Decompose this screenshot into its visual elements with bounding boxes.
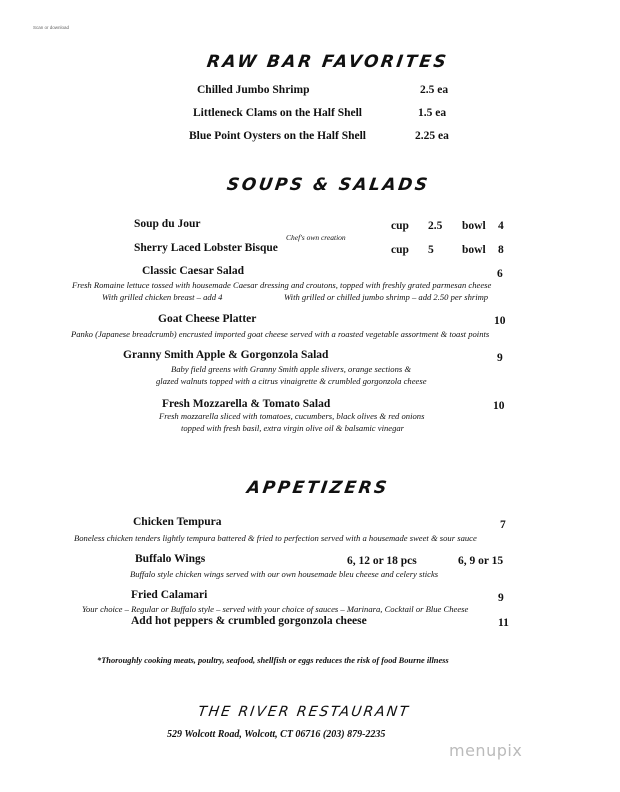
soup-bowl-label: bowl [462,220,486,232]
caesar-desc: Fresh Romaine lettuce tossed with housemade Caesar dressing and croutons, topped with freshly grated parmesan cheese [72,280,492,290]
soup-cup-price: 2.5 [428,220,443,232]
raw-bar-item-name: Littleneck Clams on the Half Shell [193,107,362,119]
menupix-watermark: menupix [449,741,523,760]
appetizers-heading: APPETIZERS [245,478,391,498]
bisque-cup-label: cup [391,244,409,256]
bisque-bowl-price: 8 [498,244,504,256]
goat-price: 10 [494,315,506,327]
granny-name: Granny Smith Apple & Gorgonzola Salad [123,349,329,361]
restaurant-address: 529 Wolcott Road, Wolcott, CT 06716 (203) 879-2235 [167,729,386,740]
raw-bar-item-price: 2.25 ea [415,130,449,142]
raw-bar-item-price: 2.5 ea [420,84,449,96]
disclaimer: *Thoroughly cooking meats, poultry, seafood, shellfish or eggs reduces the risk of food Bourne illness [97,656,449,665]
caesar-desc: With grilled or chilled jumbo shrimp – add 2.50 per shrimp [284,292,489,302]
granny-price: 9 [497,352,503,364]
caesar-desc: With grilled chicken breast – add 4 [102,292,223,302]
mozz-name: Fresh Mozzarella & Tomato Salad [162,398,331,410]
raw-bar-item-price: 1.5 ea [418,107,447,119]
granny-desc: glazed walnuts topped with a citrus vinaigrette & crumbled gorgonzola cheese [156,376,427,386]
mozz-desc: Fresh mozzarella sliced with tomatoes, cucumbers, black olives & red onions [159,411,425,421]
chefs-note: Chef's own creation [286,233,346,242]
soups-salads-heading: SOUPS & SALADS [225,175,432,195]
wings-pcs: 6, 12 or 18 pcs [347,555,417,567]
restaurant-name: THE RIVER RESTAURANT [196,704,411,720]
addon-price: 11 [498,617,509,629]
addon-name: Add hot peppers & crumbled gorgonzola cheese [131,615,367,627]
wings-name: Buffalo Wings [135,553,206,565]
raw-bar-item-name: Blue Point Oysters on the Half Shell [189,130,366,142]
goat-name: Goat Cheese Platter [158,313,257,325]
bisque-name: Sherry Laced Lobster Bisque [134,242,278,254]
caesar-price: 6 [497,268,503,280]
granny-desc: Baby field greens with Granny Smith apple slivers, orange sections & [171,364,412,374]
mozz-desc: topped with fresh basil, extra virgin olive oil & balsamic vinegar [181,423,405,433]
mozz-price: 10 [493,400,505,412]
soup-bowl-price: 4 [498,220,504,232]
soup-cup-label: cup [391,220,409,232]
calamari-desc: Your choice – Regular or Buffalo style – served with your choice of sauces – Marinara, Cocktail or Blue Cheese [82,604,469,614]
wings-desc: Buffalo style chicken wings served with our own housemade bleu cheese and celery sticks [130,569,439,579]
top-note: Scan or download [33,25,70,30]
calamari-price: 9 [498,592,504,604]
soup-du-jour-name: Soup du Jour [134,218,201,230]
bisque-cup-price: 5 [428,244,434,256]
bisque-bowl-label: bowl [462,244,486,256]
caesar-name: Classic Caesar Salad [142,265,245,277]
calamari-name: Fried Calamari [131,589,208,601]
goat-desc: Panko (Japanese breadcrumb) encrusted imported goat cheese served with a roasted vegetable assortment & toast points [71,329,490,339]
tempura-desc: Boneless chicken tenders lightly tempura battered & fried to perfection served with a housemade sweet & sour sauce [74,533,477,543]
raw-bar-heading: RAW BAR FAVORITES [205,52,450,72]
raw-bar-item-name: Chilled Jumbo Shrimp [197,84,310,96]
tempura-price: 7 [500,519,506,531]
tempura-name: Chicken Tempura [133,516,222,528]
wings-price: 6, 9 or 15 [458,555,504,567]
